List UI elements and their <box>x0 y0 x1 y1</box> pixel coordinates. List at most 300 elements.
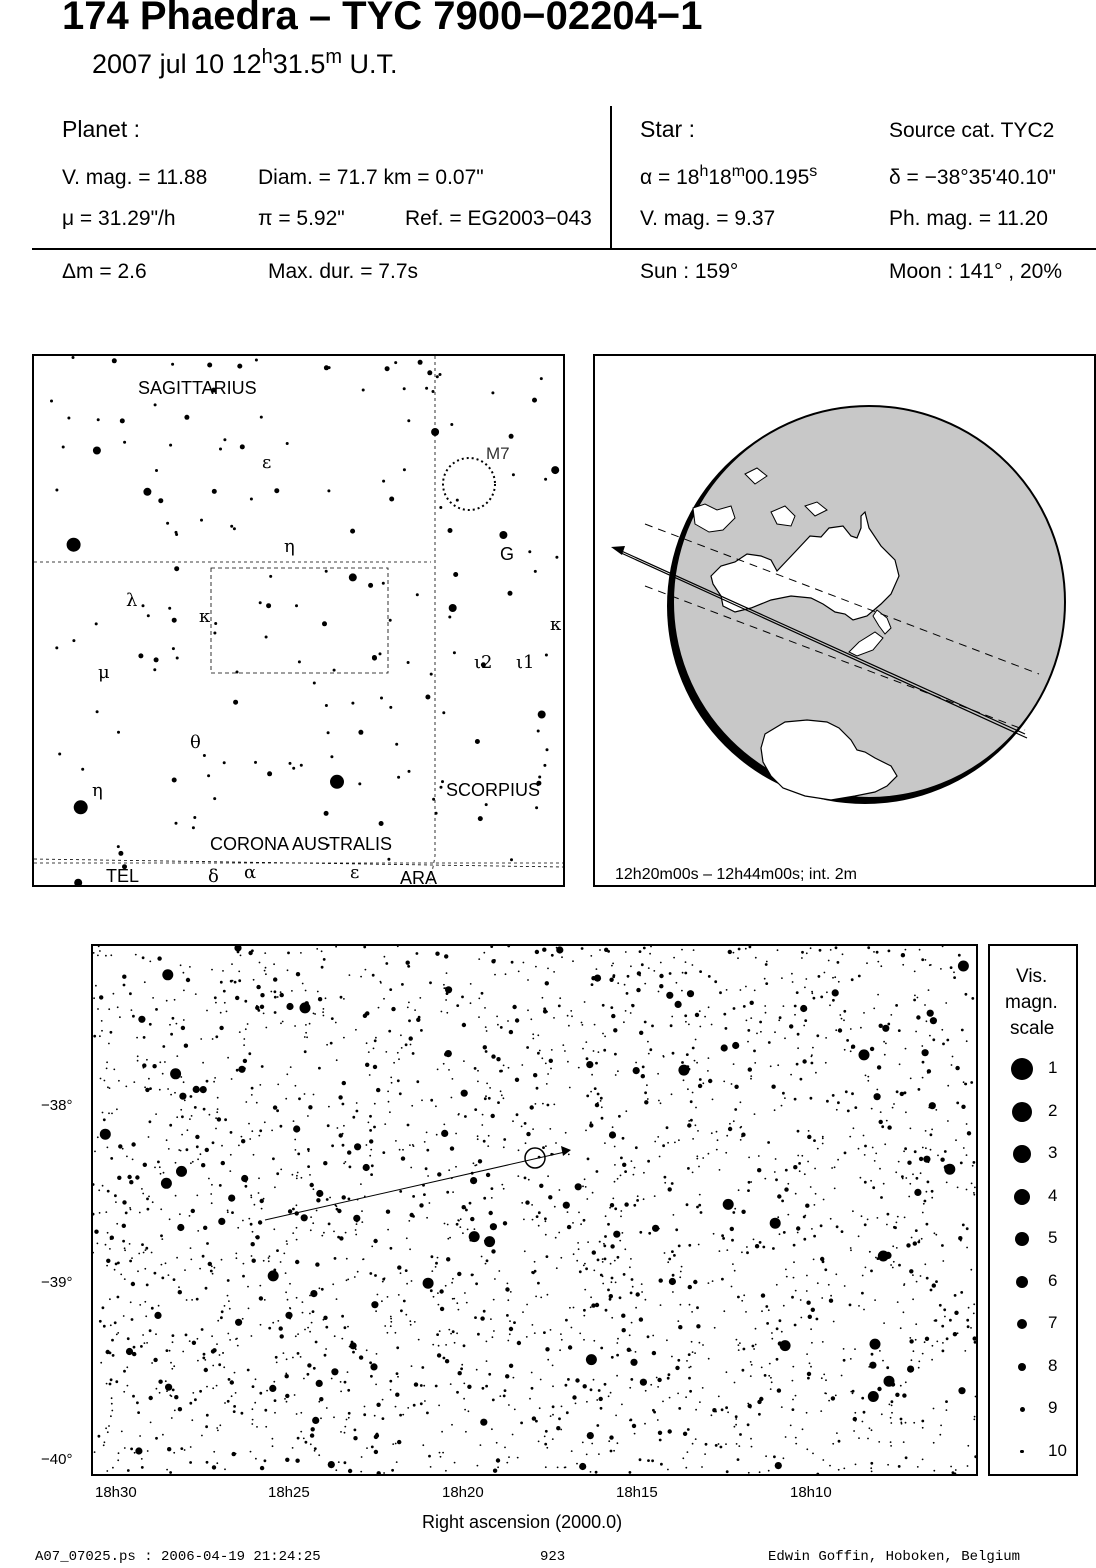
field-star <box>733 952 735 954</box>
field-star <box>870 1270 873 1273</box>
field-star <box>816 1034 819 1037</box>
field-star <box>491 1428 493 1430</box>
field-star <box>747 1403 749 1405</box>
field-star <box>694 1060 696 1062</box>
field-star <box>517 1341 521 1345</box>
field-star <box>400 1309 403 1312</box>
star-label-kappa-sco: κ <box>550 614 562 635</box>
field-star <box>199 1268 201 1270</box>
field-star <box>779 1319 782 1322</box>
finder-star <box>439 506 442 509</box>
field-star <box>431 1255 434 1258</box>
field-star <box>407 1124 410 1127</box>
field-star <box>118 1080 120 1082</box>
field-star <box>621 1404 623 1406</box>
field-star <box>599 1241 601 1243</box>
field-star <box>237 1227 239 1229</box>
field-star <box>311 1427 315 1431</box>
field-star <box>185 1334 188 1337</box>
finder-star <box>112 358 117 363</box>
field-star <box>369 1129 372 1132</box>
field-star <box>923 1156 930 1163</box>
field-star <box>682 972 684 974</box>
planet-heading: Planet : <box>62 116 140 142</box>
field-star <box>874 1299 876 1301</box>
field-star <box>529 1398 531 1400</box>
field-star <box>313 1094 315 1096</box>
field-star <box>617 1338 619 1340</box>
field-star <box>189 1461 192 1464</box>
field-star <box>616 1375 618 1377</box>
field-star <box>786 1276 788 1278</box>
field-star <box>719 991 722 994</box>
field-star <box>224 1002 226 1004</box>
field-star <box>784 1097 786 1099</box>
field-star <box>465 1431 467 1433</box>
field-star <box>157 1161 160 1164</box>
field-star <box>451 1282 453 1284</box>
field-star <box>893 1261 895 1263</box>
field-star <box>695 1409 697 1411</box>
finder-star <box>435 812 438 815</box>
field-star <box>870 1462 873 1465</box>
field-star <box>132 1352 136 1356</box>
field-star <box>966 1319 969 1322</box>
field-star <box>829 1299 833 1303</box>
field-star <box>774 1031 776 1033</box>
field-star <box>233 1405 236 1408</box>
finder-star <box>448 616 451 619</box>
field-star <box>149 1329 152 1332</box>
field-star <box>221 1310 224 1313</box>
field-star <box>693 1280 697 1284</box>
finder-star <box>58 753 61 756</box>
field-star <box>396 1372 399 1375</box>
field-star <box>137 1411 140 1414</box>
field-star <box>766 1322 769 1325</box>
field-star <box>734 1270 736 1272</box>
field-star <box>811 992 813 994</box>
field-star <box>668 1373 671 1376</box>
field-star <box>179 1213 181 1215</box>
field-star <box>361 1210 363 1212</box>
field-star <box>355 1234 357 1236</box>
field-star <box>736 1339 738 1341</box>
field-star <box>122 1240 125 1243</box>
field-star <box>455 1166 457 1168</box>
field-star <box>546 1447 548 1449</box>
field-star <box>507 1299 509 1301</box>
field-star <box>311 1322 313 1324</box>
field-star <box>234 981 237 984</box>
field-star <box>815 1193 817 1195</box>
field-star <box>271 1130 273 1132</box>
field-star <box>535 1103 537 1105</box>
field-star <box>708 1153 710 1155</box>
field-star <box>139 1435 141 1437</box>
field-star <box>909 1337 911 1339</box>
field-star <box>858 1235 860 1237</box>
finder-star <box>478 816 483 821</box>
field-star <box>373 1048 375 1050</box>
field-star <box>794 1005 797 1008</box>
field-star <box>692 1351 694 1353</box>
field-star <box>838 981 840 983</box>
field-star <box>593 1340 595 1342</box>
field-star <box>966 1227 969 1230</box>
field-star <box>364 1196 366 1198</box>
field-star <box>334 1335 336 1337</box>
finder-star <box>546 748 549 751</box>
xtick-18h30: 18h30 <box>95 1484 137 1501</box>
field-star <box>300 1431 302 1433</box>
field-star <box>97 1008 99 1010</box>
field-star <box>585 1130 587 1132</box>
field-star <box>256 985 260 989</box>
field-star <box>869 1427 871 1429</box>
field-star <box>202 1062 204 1064</box>
field-star <box>274 990 277 993</box>
field-star <box>699 1026 701 1028</box>
field-star <box>108 1008 110 1010</box>
field-star <box>302 1312 304 1314</box>
field-star <box>312 1310 315 1313</box>
finder-chart <box>32 354 565 887</box>
field-star <box>142 1334 144 1336</box>
finder-star <box>432 798 435 801</box>
field-star <box>708 1358 710 1360</box>
field-star <box>644 983 646 985</box>
field-star <box>531 1271 534 1274</box>
field-star <box>512 1434 514 1436</box>
field-star <box>376 1088 380 1092</box>
field-star <box>181 1134 183 1136</box>
field-star <box>513 1321 516 1324</box>
field-star <box>586 1057 589 1060</box>
finder-star <box>389 619 392 622</box>
field-star <box>738 1344 740 1346</box>
field-star <box>777 1216 779 1218</box>
field-star <box>943 1308 946 1311</box>
field-star <box>167 1088 169 1090</box>
field-star <box>784 1187 788 1191</box>
field-star <box>478 1016 480 1018</box>
field-star <box>321 966 324 969</box>
field-star <box>745 1311 747 1313</box>
field-star <box>178 1149 180 1151</box>
field-star <box>958 961 969 972</box>
field-star <box>422 1444 424 1446</box>
field-star <box>830 1295 832 1297</box>
field-star <box>441 1431 443 1433</box>
field-star <box>832 999 835 1002</box>
field-star <box>274 1011 277 1014</box>
field-star <box>822 1136 824 1138</box>
finder-star <box>67 417 70 420</box>
finder-star <box>142 604 145 607</box>
field-star <box>726 989 728 991</box>
field-star <box>342 1144 345 1147</box>
field-star <box>272 1445 274 1447</box>
field-star <box>503 1097 505 1099</box>
field-star <box>647 1098 649 1100</box>
field-star <box>641 1291 643 1293</box>
field-star <box>293 1120 295 1122</box>
field-star <box>478 1159 482 1163</box>
field-star <box>176 1166 187 1177</box>
field-star <box>733 1063 735 1065</box>
field-star <box>344 1426 346 1428</box>
finder-star <box>266 603 271 608</box>
field-star <box>545 981 549 985</box>
field-star <box>810 1366 812 1368</box>
field-star <box>635 1146 638 1149</box>
field-star <box>897 1216 899 1218</box>
field-star <box>967 1445 969 1447</box>
field-star <box>224 1402 226 1404</box>
field-star <box>292 1357 294 1359</box>
finder-star <box>200 519 203 522</box>
field-star <box>366 1447 368 1449</box>
field-star <box>169 1394 171 1396</box>
finder-star <box>154 657 159 662</box>
field-star <box>677 1320 679 1322</box>
field-star <box>220 981 223 984</box>
field-star <box>642 1066 645 1069</box>
field-star <box>189 966 191 968</box>
field-star <box>726 1470 729 1473</box>
field-star <box>212 1465 216 1469</box>
field-star <box>307 1363 311 1367</box>
field-star <box>122 1200 126 1204</box>
field-star <box>99 995 103 999</box>
field-star <box>548 1195 552 1199</box>
field-star <box>851 978 854 981</box>
field-star <box>389 1111 391 1113</box>
field-star <box>639 950 642 953</box>
field-star <box>695 1107 697 1109</box>
field-star <box>877 1065 881 1069</box>
field-star <box>728 950 732 954</box>
field-star <box>129 1260 132 1263</box>
field-star <box>659 984 663 988</box>
field-star <box>807 1161 809 1163</box>
field-star <box>331 1368 338 1375</box>
field-star <box>273 1381 275 1383</box>
field-star <box>900 1327 902 1329</box>
field-star <box>407 1007 409 1009</box>
field-star <box>184 1100 186 1102</box>
field-star <box>975 1396 976 1398</box>
field-star <box>250 1195 252 1197</box>
field-star <box>691 1341 693 1343</box>
field-star <box>112 1354 115 1357</box>
field-star <box>930 1133 933 1136</box>
field-star <box>729 1123 731 1125</box>
field-star <box>927 1010 934 1017</box>
field-star <box>862 1275 864 1277</box>
field-star <box>310 1229 312 1231</box>
field-star <box>305 990 307 992</box>
field-star <box>194 1398 197 1401</box>
field-star <box>620 1157 623 1160</box>
field-star <box>776 1284 778 1286</box>
field-star <box>248 1308 250 1310</box>
field-star <box>771 1085 775 1089</box>
field-star <box>898 1029 901 1032</box>
field-star <box>595 1062 598 1065</box>
field-star <box>549 1059 553 1063</box>
field-star <box>621 1314 625 1318</box>
field-star <box>687 1123 691 1127</box>
field-star <box>852 1393 854 1395</box>
field-star <box>641 1283 643 1285</box>
field-star <box>382 1417 385 1420</box>
field-star <box>370 1363 377 1370</box>
field-star <box>147 1450 149 1452</box>
field-star <box>917 997 919 999</box>
field-star <box>953 971 955 973</box>
field-star <box>912 1298 914 1300</box>
field-star <box>369 1155 371 1157</box>
field-star <box>348 1469 352 1473</box>
finder-star <box>192 826 195 829</box>
field-star <box>507 1020 509 1022</box>
field-star <box>794 1324 797 1327</box>
field-star <box>595 1471 598 1474</box>
field-star <box>886 1224 888 1226</box>
finder-star <box>350 529 355 534</box>
field-star <box>360 976 362 978</box>
finder-star <box>475 739 480 744</box>
field-star <box>228 1195 235 1202</box>
star-label-alpha: α <box>244 862 257 883</box>
field-star <box>584 1289 586 1291</box>
field-star <box>242 1220 244 1222</box>
field-star <box>369 1074 371 1076</box>
field-star <box>248 951 252 955</box>
field-star <box>213 1451 215 1453</box>
field-star <box>932 1038 935 1041</box>
field-star <box>250 1223 253 1226</box>
field-star <box>822 1143 824 1145</box>
field-star <box>778 1019 780 1021</box>
field-star <box>214 1077 216 1079</box>
field-star <box>172 1334 175 1337</box>
field-star <box>973 1194 975 1196</box>
field-star <box>905 1111 907 1113</box>
field-star <box>674 1142 676 1144</box>
field-star <box>117 1332 119 1334</box>
field-star <box>834 1166 836 1168</box>
field-star <box>423 1278 434 1289</box>
field-star <box>488 1135 490 1137</box>
field-star <box>535 1296 537 1298</box>
field-star <box>445 1344 447 1346</box>
field-star <box>658 991 660 993</box>
field-star <box>305 1032 307 1034</box>
field-star <box>595 1103 599 1107</box>
field-star <box>872 1186 875 1189</box>
field-star <box>733 1007 736 1010</box>
field-star <box>826 991 828 993</box>
field-star <box>505 1287 509 1291</box>
field-star <box>456 1004 459 1007</box>
field-star <box>135 1175 139 1179</box>
scale-label-mag-7: 7 <box>1048 1313 1058 1332</box>
field-star <box>927 1072 929 1074</box>
field-star <box>897 1301 899 1303</box>
field-star <box>864 1223 867 1226</box>
field-star <box>689 1390 692 1393</box>
field-star <box>410 1324 412 1326</box>
field-star <box>287 969 289 971</box>
field-star <box>330 1042 333 1045</box>
field-star <box>273 1105 277 1109</box>
field-star <box>837 1159 839 1161</box>
field-star <box>800 1005 807 1012</box>
field-star <box>365 1013 367 1015</box>
field-star <box>864 1145 867 1148</box>
field-star <box>771 1381 773 1383</box>
field-star <box>254 1204 256 1206</box>
field-star <box>107 1147 109 1149</box>
field-star <box>286 1401 288 1403</box>
field-star <box>420 1384 423 1387</box>
field-star <box>644 1021 647 1024</box>
field-star <box>212 1141 215 1144</box>
field-star <box>540 1297 542 1299</box>
field-star <box>813 1139 816 1142</box>
field-star <box>206 1461 209 1464</box>
field-star <box>507 946 510 947</box>
field-star <box>437 1069 439 1071</box>
finder-star <box>408 770 411 773</box>
field-star <box>409 1248 411 1250</box>
finder-star <box>97 418 100 421</box>
field-star <box>650 946 652 947</box>
field-star <box>806 1448 808 1450</box>
field-star <box>162 969 173 980</box>
field-star <box>908 1196 910 1198</box>
field-star <box>586 1095 589 1098</box>
field-star <box>219 1424 221 1426</box>
field-star <box>485 1263 487 1265</box>
field-star <box>448 1169 450 1171</box>
field-star <box>593 1270 595 1272</box>
field-star <box>742 1369 745 1372</box>
field-star <box>292 1447 294 1449</box>
field-star <box>966 1040 968 1042</box>
field-star <box>974 1416 976 1418</box>
field-star <box>212 1038 214 1040</box>
field-star <box>179 1093 186 1100</box>
field-star <box>888 950 891 953</box>
field-star <box>508 1067 510 1069</box>
field-star <box>974 1455 976 1458</box>
field-star <box>322 1011 324 1013</box>
x-axis-label: Right ascension (2000.0) <box>422 1512 623 1532</box>
field-star <box>206 1080 209 1083</box>
field-star <box>836 1432 838 1434</box>
field-star <box>645 1299 647 1301</box>
footer-file: A07_07025.ps : 2006-04-19 21:24:25 <box>35 1549 321 1565</box>
field-star <box>644 1091 647 1094</box>
field-star <box>602 1283 604 1285</box>
finder-star <box>395 743 398 746</box>
field-star <box>449 1237 451 1239</box>
field-star <box>285 1312 292 1319</box>
